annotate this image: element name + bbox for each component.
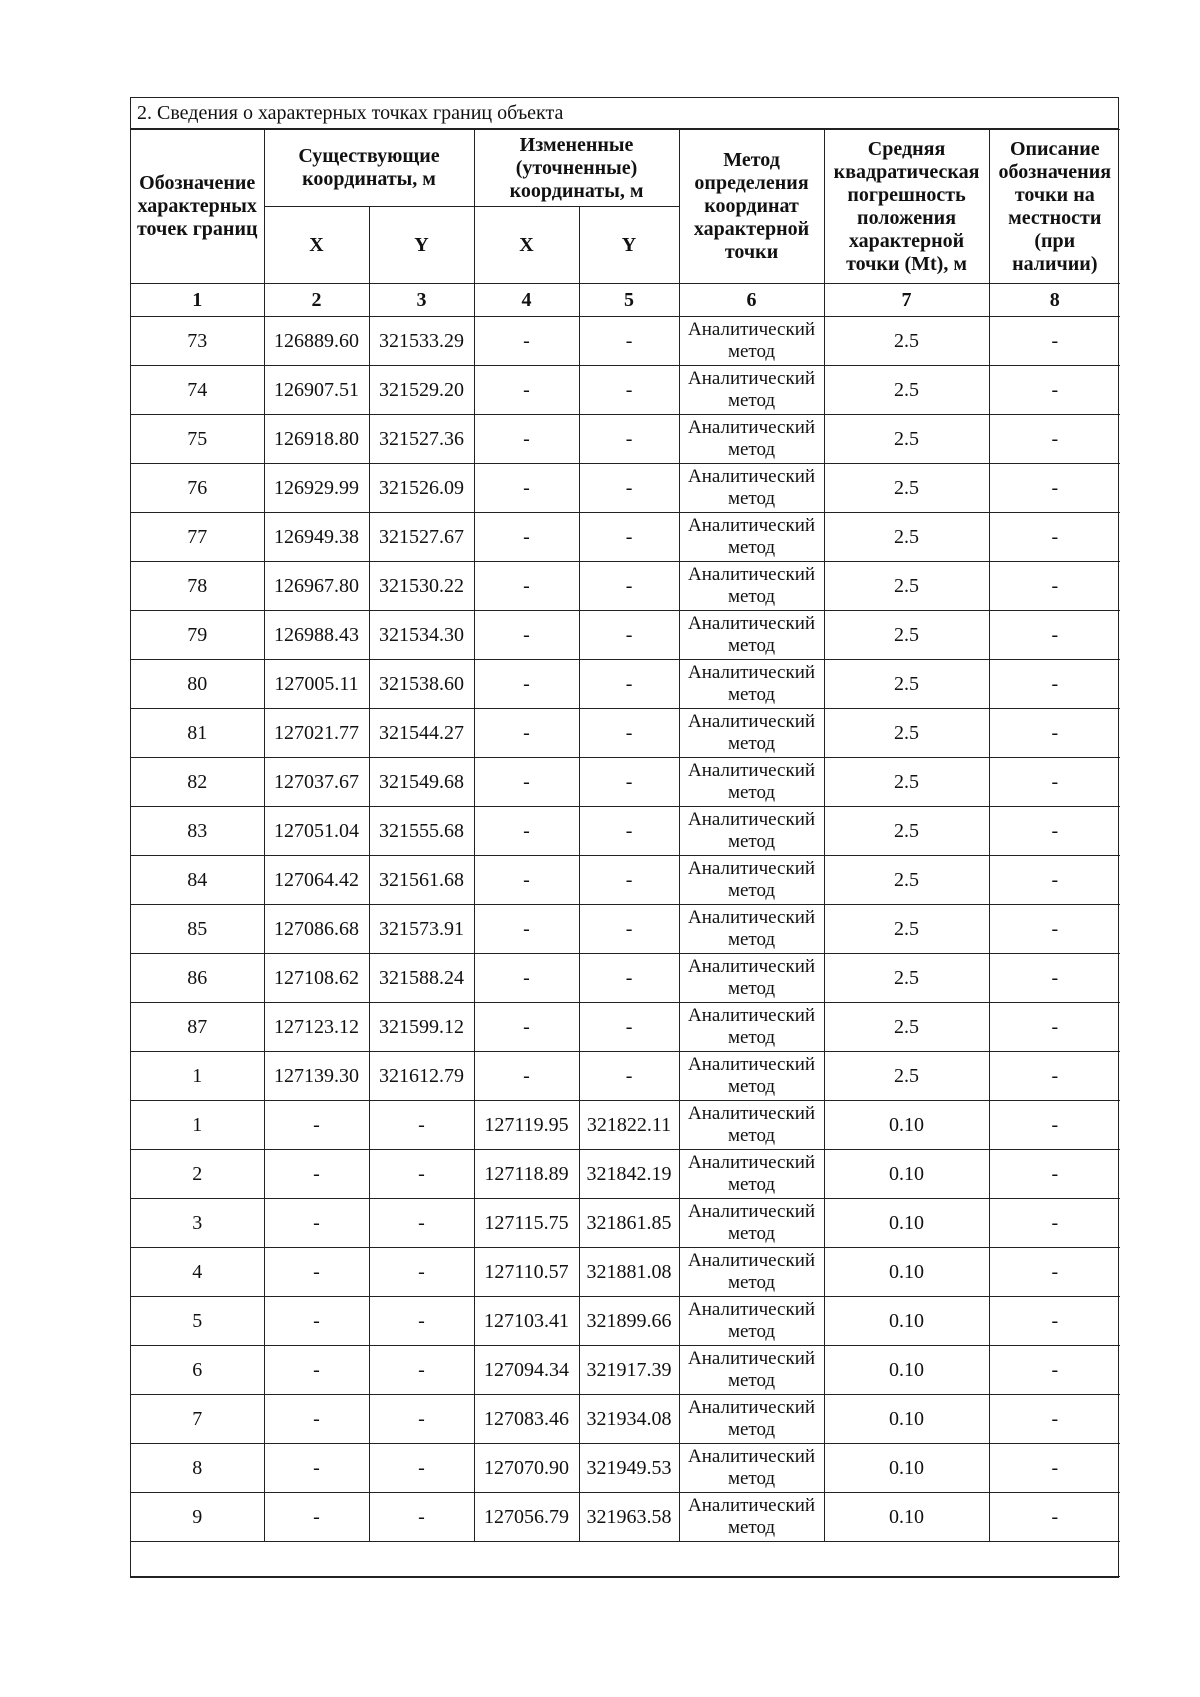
point-cell: 80 [131,660,264,709]
description-cell: - [989,366,1120,415]
point-cell: 1 [131,1101,264,1150]
existing-y-cell: - [369,1199,474,1248]
column-number: 8 [989,284,1120,317]
existing-y-cell: 321533.29 [369,317,474,366]
changed-x-cell: 127119.95 [474,1101,579,1150]
description-cell: - [989,1248,1120,1297]
changed-y-cell: - [579,807,679,856]
changed-y-cell: 321861.85 [579,1199,679,1248]
changed-y-cell: - [579,415,679,464]
changed-x-cell: 127070.90 [474,1444,579,1493]
header-changed-coords: Измененные (уточненные) координаты, м [474,130,679,207]
point-cell: 81 [131,709,264,758]
changed-y-cell: - [579,562,679,611]
existing-y-cell: - [369,1395,474,1444]
existing-x-cell: 126918.80 [264,415,369,464]
existing-y-cell: - [369,1150,474,1199]
existing-y-cell: - [369,1297,474,1346]
existing-y-cell: - [369,1444,474,1493]
existing-x-cell: - [264,1101,369,1150]
existing-x-cell: 126949.38 [264,513,369,562]
table-row [131,1101,1120,1150]
mean-error-cell: 2.5 [824,1003,989,1052]
existing-x-cell: - [264,1199,369,1248]
description-cell: - [989,513,1120,562]
changed-x-cell: 127115.75 [474,1199,579,1248]
header-mean-error: Средняя квадратическая погрешность положения характерной точки (Mt), м [824,130,989,284]
table-row [131,1493,1120,1542]
changed-y-cell: 321899.66 [579,1297,679,1346]
empty-footer-row [131,1542,1120,1577]
description-cell: - [989,660,1120,709]
table-row [131,1150,1120,1199]
method-cell: Аналитический метод [679,709,824,758]
table-row [131,1199,1120,1248]
mean-error-cell: 2.5 [824,660,989,709]
header-changed-x: X [474,207,579,284]
changed-y-cell: 321822.11 [579,1101,679,1150]
table-row [131,758,1120,807]
description-cell: - [989,1052,1120,1101]
changed-x-cell: - [474,856,579,905]
mean-error-cell: 2.5 [824,1052,989,1101]
mean-error-cell: 2.5 [824,807,989,856]
existing-x-cell: 127005.11 [264,660,369,709]
header-existing-coords: Существующие координаты, м [264,130,474,207]
document-frame [130,97,1119,1578]
changed-x-cell: - [474,562,579,611]
mean-error-cell: 0.10 [824,1199,989,1248]
column-number: 1 [131,284,264,317]
description-cell: - [989,562,1120,611]
changed-y-cell: - [579,709,679,758]
mean-error-cell: 0.10 [824,1297,989,1346]
method-cell: Аналитический метод [679,660,824,709]
existing-x-cell: 127037.67 [264,758,369,807]
changed-x-cell: - [474,1003,579,1052]
changed-y-cell: - [579,660,679,709]
mean-error-cell: 0.10 [824,1395,989,1444]
method-cell: Аналитический метод [679,758,824,807]
existing-y-cell: - [369,1493,474,1542]
point-cell: 73 [131,317,264,366]
existing-y-cell: 321555.68 [369,807,474,856]
description-cell: - [989,758,1120,807]
changed-y-cell: 321842.19 [579,1150,679,1199]
method-cell: Аналитический метод [679,1101,824,1150]
existing-y-cell: 321527.36 [369,415,474,464]
existing-y-cell: 321527.67 [369,513,474,562]
table-row [131,807,1120,856]
existing-x-cell: 126907.51 [264,366,369,415]
method-cell: Аналитический метод [679,1493,824,1542]
changed-y-cell: - [579,1003,679,1052]
changed-x-cell: - [474,709,579,758]
method-cell: Аналитический метод [679,856,824,905]
table-row [131,709,1120,758]
existing-y-cell: - [369,1346,474,1395]
mean-error-cell: 0.10 [824,1248,989,1297]
point-cell: 85 [131,905,264,954]
changed-y-cell: - [579,317,679,366]
mean-error-cell: 2.5 [824,562,989,611]
mean-error-cell: 2.5 [824,954,989,1003]
point-cell: 77 [131,513,264,562]
method-cell: Аналитический метод [679,1297,824,1346]
existing-x-cell: 127123.12 [264,1003,369,1052]
point-cell: 79 [131,611,264,660]
point-cell: 83 [131,807,264,856]
description-cell: - [989,1199,1120,1248]
changed-x-cell: 127110.57 [474,1248,579,1297]
point-cell: 86 [131,954,264,1003]
existing-x-cell: - [264,1248,369,1297]
method-cell: Аналитический метод [679,1199,824,1248]
changed-y-cell: - [579,905,679,954]
existing-y-cell: 321530.22 [369,562,474,611]
description-cell: - [989,415,1120,464]
description-cell: - [989,905,1120,954]
changed-x-cell: - [474,366,579,415]
mean-error-cell: 0.10 [824,1444,989,1493]
changed-x-cell: - [474,758,579,807]
column-number: 7 [824,284,989,317]
table-body [131,317,1120,1542]
description-cell: - [989,1003,1120,1052]
description-cell: - [989,1346,1120,1395]
method-cell: Аналитический метод [679,366,824,415]
point-cell: 84 [131,856,264,905]
table-row [131,611,1120,660]
changed-x-cell: - [474,1052,579,1101]
point-cell: 75 [131,415,264,464]
empty-footer-cell [131,1542,1120,1577]
existing-y-cell: 321573.91 [369,905,474,954]
existing-x-cell: 127064.42 [264,856,369,905]
point-cell: 74 [131,366,264,415]
method-cell: Аналитический метод [679,1395,824,1444]
mean-error-cell: 0.10 [824,1150,989,1199]
changed-y-cell: 321949.53 [579,1444,679,1493]
method-cell: Аналитический метод [679,562,824,611]
changed-y-cell: - [579,856,679,905]
existing-y-cell: - [369,1248,474,1297]
method-cell: Аналитический метод [679,611,824,660]
mean-error-cell: 2.5 [824,366,989,415]
existing-x-cell: 126988.43 [264,611,369,660]
table-row [131,660,1120,709]
existing-y-cell: 321538.60 [369,660,474,709]
changed-y-cell: 321881.08 [579,1248,679,1297]
table-row [131,317,1120,366]
point-cell: 1 [131,1052,264,1101]
existing-y-cell: 321612.79 [369,1052,474,1101]
changed-x-cell: - [474,611,579,660]
mean-error-cell: 2.5 [824,317,989,366]
existing-y-cell: 321599.12 [369,1003,474,1052]
header-point-designation: Обозначение характерных точек границ [131,130,264,284]
method-cell: Аналитический метод [679,807,824,856]
changed-x-cell: 127118.89 [474,1150,579,1199]
existing-y-cell: 321544.27 [369,709,474,758]
method-cell: Аналитический метод [679,513,824,562]
description-cell: - [989,1150,1120,1199]
changed-y-cell: - [579,464,679,513]
header-changed-y: Y [579,207,679,284]
changed-y-cell: - [579,954,679,1003]
method-cell: Аналитический метод [679,317,824,366]
column-number: 3 [369,284,474,317]
changed-y-cell: - [579,758,679,807]
mean-error-cell: 2.5 [824,905,989,954]
existing-x-cell: 127108.62 [264,954,369,1003]
point-cell: 2 [131,1150,264,1199]
header-existing-x: X [264,207,369,284]
changed-y-cell: - [579,513,679,562]
table-row [131,513,1120,562]
description-cell: - [989,954,1120,1003]
header-description: Описание обозначения точки на местности (при наличии) [989,130,1120,284]
existing-x-cell: 126929.99 [264,464,369,513]
boundary-points-table [131,129,1120,1577]
changed-y-cell: 321963.58 [579,1493,679,1542]
point-cell: 78 [131,562,264,611]
header-method: Метод определения координат характерной точки [679,130,824,284]
description-cell: - [989,709,1120,758]
method-cell: Аналитический метод [679,1444,824,1493]
description-cell: - [989,1493,1120,1542]
method-cell: Аналитический метод [679,1052,824,1101]
method-cell: Аналитический метод [679,415,824,464]
table-row [131,415,1120,464]
mean-error-cell: 2.5 [824,513,989,562]
mean-error-cell: 0.10 [824,1493,989,1542]
column-number: 4 [474,284,579,317]
description-cell: - [989,1444,1120,1493]
existing-y-cell: - [369,1101,474,1150]
changed-y-cell: - [579,366,679,415]
existing-y-cell: 321534.30 [369,611,474,660]
description-cell: - [989,611,1120,660]
table-row [131,954,1120,1003]
table-row [131,1297,1120,1346]
existing-x-cell: 127051.04 [264,807,369,856]
description-cell: - [989,1297,1120,1346]
existing-x-cell: 126889.60 [264,317,369,366]
changed-x-cell: 127056.79 [474,1493,579,1542]
table-row [131,905,1120,954]
changed-x-cell: - [474,317,579,366]
method-cell: Аналитический метод [679,464,824,513]
changed-x-cell: 127083.46 [474,1395,579,1444]
header-existing-y: Y [369,207,474,284]
point-cell: 5 [131,1297,264,1346]
column-number: 6 [679,284,824,317]
changed-x-cell: 127103.41 [474,1297,579,1346]
method-cell: Аналитический метод [679,1003,824,1052]
point-cell: 3 [131,1199,264,1248]
description-cell: - [989,1101,1120,1150]
method-cell: Аналитический метод [679,905,824,954]
point-cell: 4 [131,1248,264,1297]
changed-x-cell: - [474,954,579,1003]
mean-error-cell: 2.5 [824,464,989,513]
table-row [131,1248,1120,1297]
mean-error-cell: 2.5 [824,415,989,464]
point-cell: 9 [131,1493,264,1542]
description-cell: - [989,464,1120,513]
description-cell: - [989,807,1120,856]
description-cell: - [989,856,1120,905]
table-row [131,562,1120,611]
existing-x-cell: - [264,1395,369,1444]
point-cell: 8 [131,1444,264,1493]
method-cell: Аналитический метод [679,1248,824,1297]
mean-error-cell: 0.10 [824,1101,989,1150]
existing-x-cell: - [264,1444,369,1493]
mean-error-cell: 2.5 [824,758,989,807]
table-row [131,366,1120,415]
method-cell: Аналитический метод [679,1346,824,1395]
point-cell: 6 [131,1346,264,1395]
existing-y-cell: 321529.20 [369,366,474,415]
existing-y-cell: 321561.68 [369,856,474,905]
changed-x-cell: 127094.34 [474,1346,579,1395]
mean-error-cell: 0.10 [824,1346,989,1395]
table-row [131,1395,1120,1444]
column-numbers-row [131,284,1120,317]
point-cell: 87 [131,1003,264,1052]
existing-x-cell: - [264,1493,369,1542]
table-row [131,856,1120,905]
method-cell: Аналитический метод [679,954,824,1003]
changed-x-cell: - [474,513,579,562]
mean-error-cell: 2.5 [824,611,989,660]
existing-x-cell: - [264,1150,369,1199]
existing-y-cell: 321526.09 [369,464,474,513]
table-row [131,464,1120,513]
description-cell: - [989,1395,1120,1444]
existing-y-cell: 321549.68 [369,758,474,807]
section-title: 2. Сведения о характерных точках границ объекта [131,98,1118,129]
mean-error-cell: 2.5 [824,709,989,758]
existing-x-cell: 126967.80 [264,562,369,611]
existing-x-cell: 127021.77 [264,709,369,758]
changed-x-cell: - [474,905,579,954]
existing-y-cell: 321588.24 [369,954,474,1003]
table-row [131,1003,1120,1052]
changed-x-cell: - [474,464,579,513]
table-row [131,1052,1120,1101]
description-cell: - [989,317,1120,366]
changed-x-cell: - [474,415,579,464]
column-number: 2 [264,284,369,317]
existing-x-cell: - [264,1297,369,1346]
changed-y-cell: - [579,1052,679,1101]
point-cell: 82 [131,758,264,807]
changed-x-cell: - [474,807,579,856]
table-row [131,1444,1120,1493]
column-number: 5 [579,284,679,317]
changed-y-cell: 321934.08 [579,1395,679,1444]
mean-error-cell: 2.5 [824,856,989,905]
changed-y-cell: 321917.39 [579,1346,679,1395]
existing-x-cell: 127086.68 [264,905,369,954]
existing-x-cell: - [264,1346,369,1395]
method-cell: Аналитический метод [679,1150,824,1199]
point-cell: 76 [131,464,264,513]
existing-x-cell: 127139.30 [264,1052,369,1101]
table-row [131,1346,1120,1395]
point-cell: 7 [131,1395,264,1444]
changed-x-cell: - [474,660,579,709]
changed-y-cell: - [579,611,679,660]
